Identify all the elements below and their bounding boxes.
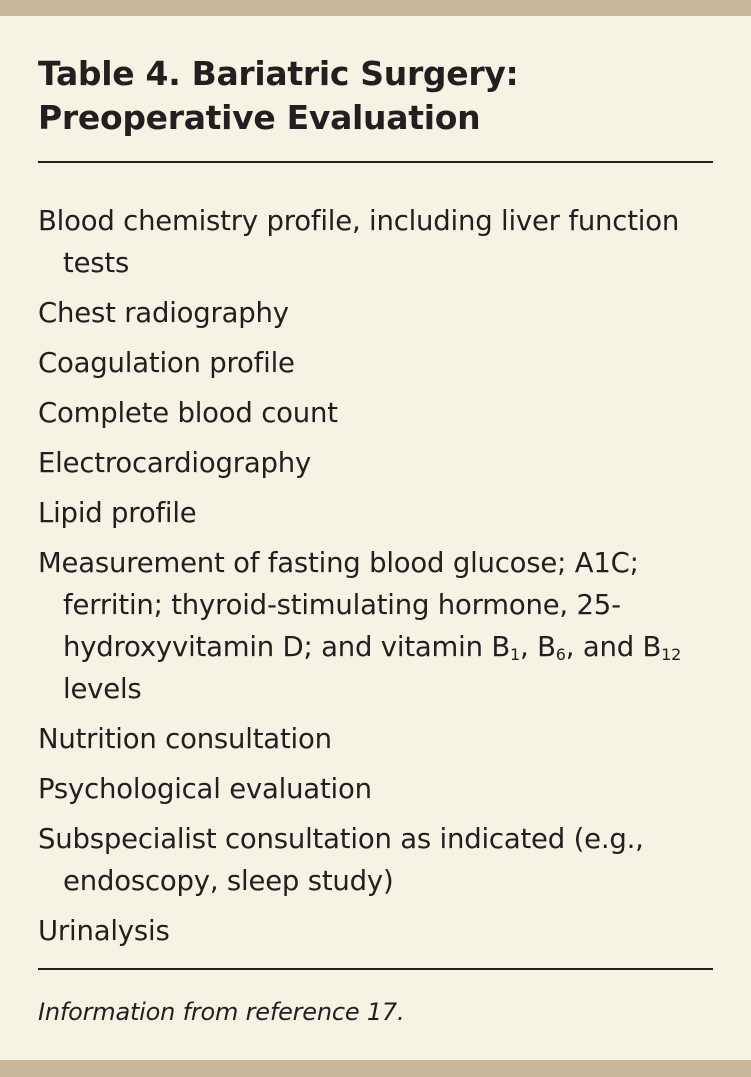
vitamin-b12-subscript: 12	[661, 645, 682, 664]
lab-measurements-text-1: Measurement of fasting blood glucose; A1C; ferritin; thyroid-stimulating hormone, 25-hydroxyvitamin D; and vitamin B	[38, 547, 639, 663]
table-title-line-1: Table 4. Bariatric Surgery:	[38, 54, 519, 93]
source-note: Information from reference 17.	[38, 998, 405, 1026]
top-border-band	[0, 0, 751, 16]
list-item-urinalysis: Urinalysis	[38, 915, 170, 947]
bottom-rule-divider	[38, 968, 713, 970]
vitamin-b6-subscript: 6	[555, 645, 566, 664]
lab-measurements-text-4: levels	[63, 673, 142, 705]
vitamin-b1-subscript: 1	[510, 645, 520, 664]
list-item-subspecialist-consultation: Subspecialist consultation as indicated (e.g., endoscopy, sleep study)	[38, 823, 644, 897]
list-item-psychological-evaluation: Psychological evaluation	[38, 773, 372, 805]
table-title-line-2: Preoperative Evaluation	[38, 98, 481, 137]
lab-measurements-text-3: , and B	[565, 631, 662, 663]
list-item-lab-measurements	[38, 542, 718, 710]
list-item-electrocardiography: Electrocardiography	[38, 447, 312, 479]
table-title	[38, 52, 718, 140]
list-item-blood-chemistry: Blood chemistry profile, including liver function tests	[38, 205, 680, 279]
list-item-nutrition-consultation: Nutrition consultation	[38, 723, 332, 755]
bottom-border-band	[0, 1060, 751, 1077]
evaluation-list	[38, 200, 718, 960]
list-item-coagulation-profile: Coagulation profile	[38, 347, 295, 379]
list-item-chest-radiography: Chest radiography	[38, 297, 289, 329]
list-item-complete-blood-count: Complete blood count	[38, 397, 338, 429]
list-item-lipid-profile: Lipid profile	[38, 497, 197, 529]
top-rule-divider	[38, 161, 713, 163]
lab-measurements-text-2: , B	[520, 631, 556, 663]
